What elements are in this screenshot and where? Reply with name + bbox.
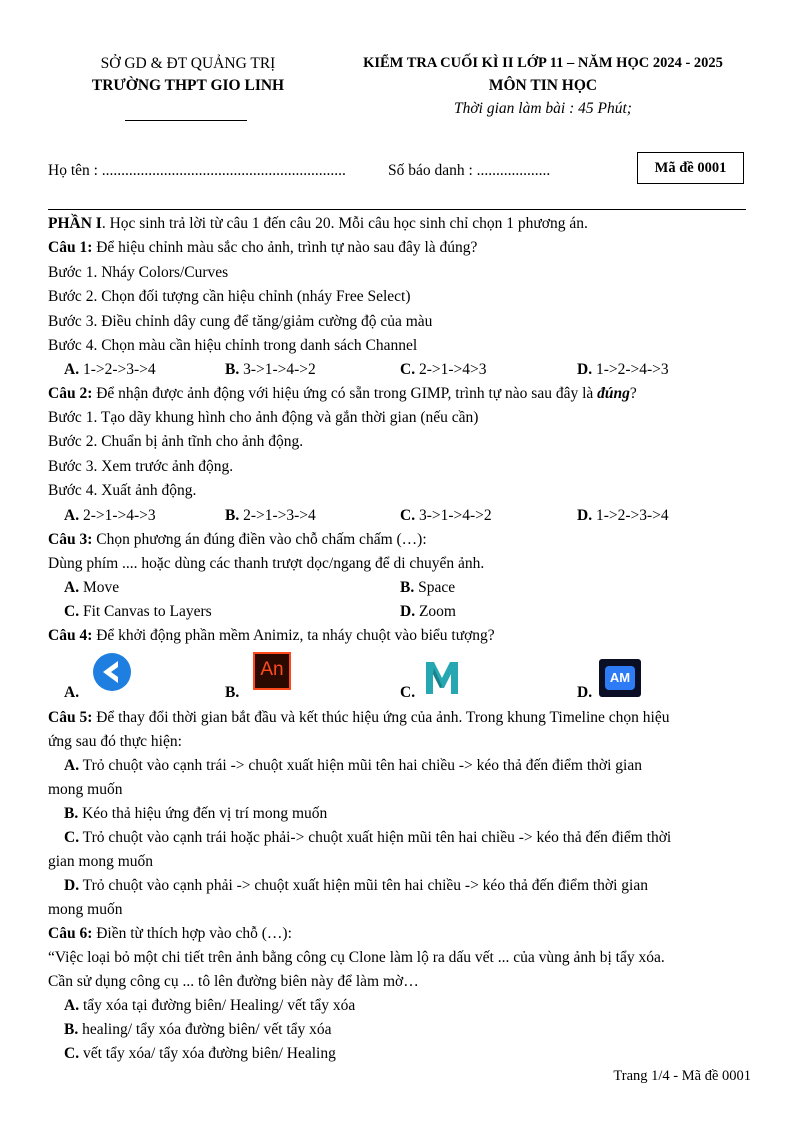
am-badge: AM <box>605 666 635 690</box>
maya-m-icon <box>424 660 460 701</box>
question-label: Câu 5: <box>48 709 93 726</box>
part-label: PHẦN I <box>48 215 102 232</box>
student-id-field: Số báo danh : ................... <box>388 162 551 179</box>
blue-circle-arrow-icon <box>92 652 132 697</box>
q6-quote-line-1: “Việc loại bỏ một chi tiết trên ảnh bằng công cụ Clone làm lộ ra dấu vết ... của vùng ảnh bị tẩy xóa. <box>48 949 665 966</box>
question-6: Câu 6: Điền từ thích hợp vào chỗ (…): <box>48 925 292 942</box>
q6-option-c: C. vết tẩy xóa/ tẩy xóa đường biên/ Healing <box>64 1045 336 1062</box>
question-3: Câu 3: Chọn phương án đúng điền vào chỗ chấm chấm (…): <box>48 531 427 548</box>
q1-step-2: Bước 2. Chọn đối tượng cần hiệu chỉnh (nháy Free Select) <box>48 288 411 305</box>
header-underline <box>125 120 247 121</box>
q3-option-a: A. Move <box>64 579 120 596</box>
adobe-animate-icon: An <box>253 652 291 690</box>
exam-title: KIỂM TRA CUỐI KÌ II LỚP 11 – NĂM HỌC 2024 - 2025 <box>363 55 723 71</box>
question-label: Câu 2: <box>48 385 93 402</box>
exam-code-box: Mã đề 0001 <box>637 152 744 184</box>
q4-option-d-key: D. <box>577 684 593 701</box>
q6-option-b: B. healing/ tẩy xóa đường biên/ vết tẩy xóa <box>64 1021 332 1038</box>
q1-step-4: Bước 4. Chọn màu cần hiệu chỉnh trong danh sách Channel <box>48 337 418 354</box>
q5-option-c-cont: gian mong muốn <box>48 853 154 870</box>
q2-option-a: A. 2->1->4->3 <box>64 507 156 524</box>
q2-option-b: B. 2->1->3->4 <box>225 507 316 524</box>
q1-option-a: A. 1->2->3->4 <box>64 361 156 378</box>
subject-title: MÔN TIN HỌC <box>488 77 598 94</box>
q5-option-a-cont: mong muốn <box>48 781 123 798</box>
question-2: Câu 2: Để nhận được ảnh động với hiệu ứng có sẵn trong GIMP, trình tự nào sau đây là đúng? <box>48 385 637 402</box>
q2-step-1: Bước 1. Tạo dãy khung hình cho ảnh động và gắn thời gian (nếu cần) <box>48 409 479 426</box>
question-label: Câu 1: <box>48 239 93 256</box>
q5-option-d: D. Trỏ chuột vào cạnh phải -> chuột xuất hiện mũi tên hai chiều -> kéo thả đến điểm thời gian <box>64 877 648 894</box>
q6-quote-line-2: Cần sử dụng công cụ ... tô lên đường biên này để làm mờ… <box>48 973 419 990</box>
student-name-field: Họ tên : ............................................................... <box>48 162 346 179</box>
q5-option-a: A. Trỏ chuột vào cạnh trái -> chuột xuất hiện mũi tên hai chiều -> kéo thả đến điểm thời gian <box>64 757 642 774</box>
q6-option-a: A. tẩy xóa tại đường biên/ Healing/ vết tẩy xóa <box>64 997 356 1014</box>
q1-option-b: B. 3->1->4->2 <box>225 361 316 378</box>
q4-option-a-key: A. <box>64 684 80 701</box>
animiz-am-icon <box>599 659 641 697</box>
question-label: Câu 4: <box>48 627 93 644</box>
section-divider <box>48 209 746 210</box>
part-intro <box>48 215 588 233</box>
q5-option-b: B. Kéo thả hiệu ứng đến vị trí mong muốn <box>64 805 328 822</box>
question-5-cont: ứng sau đó thực hiện: <box>48 733 182 750</box>
question-1 <box>48 239 477 257</box>
question-text: Để hiệu chỉnh màu sắc cho ảnh, trình tự nào sau đây là đúng? <box>92 239 478 256</box>
q2-option-d: D. 1->2->3->4 <box>577 507 669 524</box>
page-footer: Trang 1/4 - Mã đề 0001 <box>613 1068 751 1084</box>
q1-option-d: D. 1->2->4->3 <box>577 361 669 378</box>
q1-option-c: C. 2->1->4>3 <box>400 361 487 378</box>
q3-option-b: B. Space <box>400 579 456 596</box>
question-label: Câu 6: <box>48 925 93 942</box>
q3-sentence: Dùng phím .... hoặc dùng các thanh trượt dọc/ngang để di chuyển ảnh. <box>48 555 485 572</box>
exam-time: Thời gian làm bài : 45 Phút; <box>454 100 632 117</box>
q3-option-c: C. Fit Canvas to Layers <box>64 603 212 620</box>
question-5: Câu 5: Để thay đổi thời gian bắt đầu và kết thúc hiệu ứng của ảnh. Trong khung Timeline chọn hiệu <box>48 709 670 726</box>
q1-step-3: Bước 3. Điều chỉnh dây cung để tăng/giảm cường độ của màu <box>48 313 433 330</box>
q2-step-3: Bước 3. Xem trước ảnh động. <box>48 458 234 475</box>
question-4: Câu 4: Để khởi động phần mềm Animiz, ta nháy chuột vào biểu tượng? <box>48 627 495 644</box>
q2-step-4: Bước 4. Xuất ảnh động. <box>48 482 197 499</box>
q2-option-c: C. 3->1->4->2 <box>400 507 492 524</box>
q1-step-1: Bước 1. Nháy Colors/Curves <box>48 264 229 281</box>
q2-step-2: Bước 2. Chuẩn bị ảnh tĩnh cho ảnh động. <box>48 433 304 450</box>
q4-option-c-key: C. <box>400 684 416 701</box>
part-instruction: . Học sinh trả lời từ câu 1 đến câu 20. Mỗi câu học sinh chỉ chọn 1 phương án. <box>101 215 588 232</box>
q3-option-d: D. Zoom <box>400 603 456 620</box>
school-name: TRƯỜNG THPT GIO LINH <box>91 77 285 94</box>
q4-option-b-key: B. <box>225 684 240 701</box>
q5-option-d-cont: mong muốn <box>48 901 123 918</box>
q5-option-c: C. Trỏ chuột vào cạnh trái hoặc phải-> chuột xuất hiện mũi tên hai chiều -> kéo thả đến điểm thời <box>64 829 672 846</box>
question-label: Câu 3: <box>48 531 93 548</box>
department-name: SỞ GD & ĐT QUẢNG TRỊ <box>100 55 276 72</box>
